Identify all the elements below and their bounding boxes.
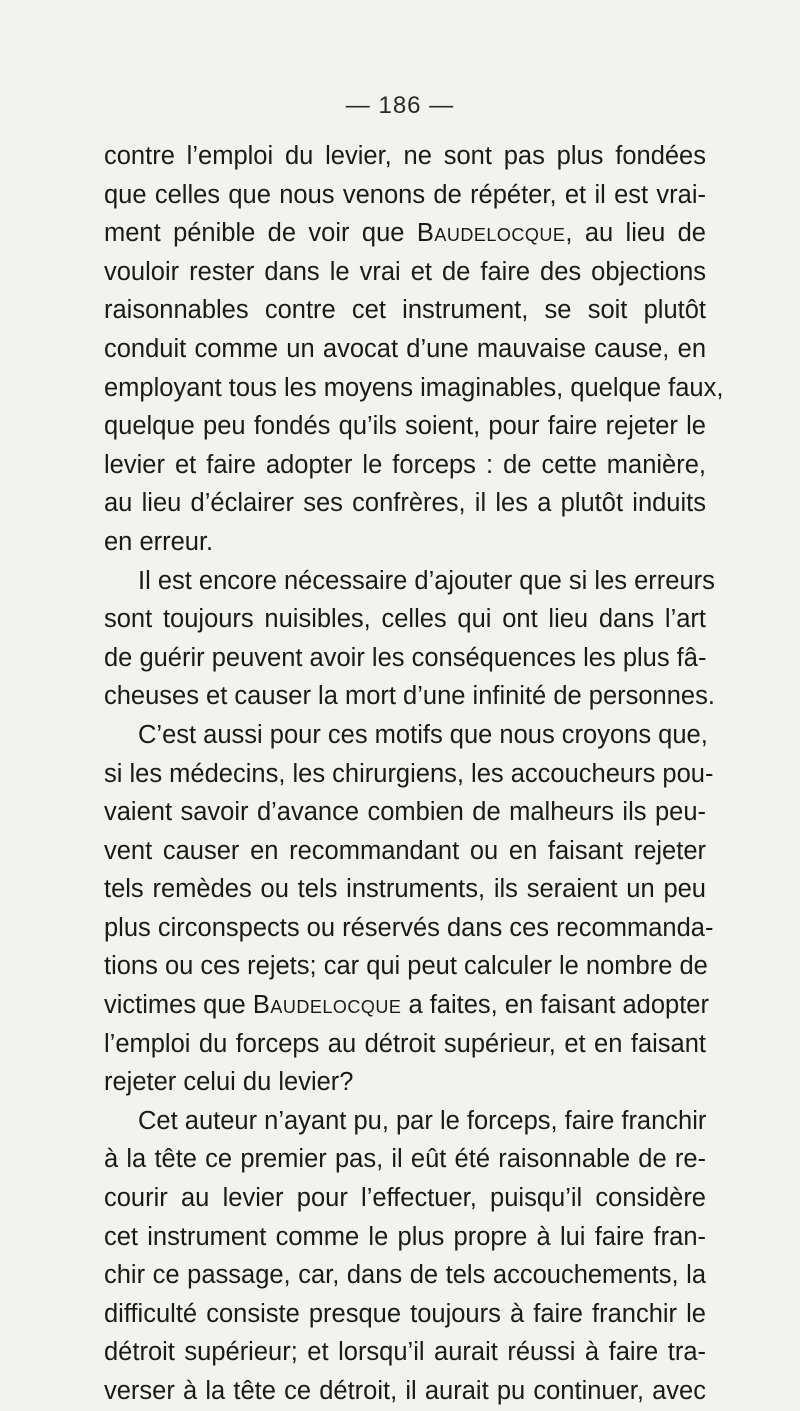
text-line-29: cet instrument comme le plus propre à lui faire fran-	[104, 1222, 706, 1251]
text-line-8: quelque peu fondés qu’ils soient, pour faire rejeter le	[104, 412, 706, 441]
text-line-3-start: ment pénible de voir que	[104, 219, 417, 248]
author-name-baudelocque: Baudelocque	[416, 219, 566, 248]
text-line-25: rejeter celui du levier?	[104, 1068, 354, 1097]
text-line-27: à la tête ce premier pas, il eût été raisonnable de re-	[104, 1145, 706, 1174]
text-line-19: vent causer en recommandant ou en faisant rejeter	[104, 836, 706, 865]
body-text	[104, 137, 724, 1411]
text-line-17: si les médecins, les chirurgiens, les accoucheurs pou-	[104, 759, 714, 788]
text-line-18: vaient savoir d’avance combien de malheurs ils peu-	[104, 798, 706, 827]
text-line-32: détroit supérieur; et lorsqu’il aurait réussi à faire tra-	[104, 1338, 706, 1367]
text-line-26: Cet auteur n’ayant pu, par le forceps, faire franchir	[138, 1106, 707, 1135]
text-line-21: plus circonspects ou réservés dans ces recommanda-	[104, 913, 714, 942]
author-name-baudelocque-2: Baudelocque	[252, 991, 402, 1020]
text-line-30: chir ce passage, car, dans de tels accouchements, la	[104, 1261, 706, 1290]
text-line-20: tels remèdes ou tels instruments, ils seraient un peu	[104, 875, 706, 904]
text-line-12: Il est encore nécessaire d’ajouter que si les erreurs	[138, 566, 715, 595]
text-line-23-end: a faites, en faisant adopter	[401, 991, 709, 1020]
text-line-23	[104, 986, 709, 1025]
text-line-6: conduit comme un avocat d’une mauvaise cause, en	[104, 334, 706, 363]
text-line-14: de guérir peuvent avoir les conséquences les plus fâ-	[104, 643, 707, 672]
text-line-16: C’est aussi pour ces motifs que nous croyons que,	[138, 720, 708, 749]
text-line-3	[104, 214, 706, 253]
text-line-33: verser à la tête ce détroit, il aurait pu continuer, avec	[104, 1377, 706, 1405]
text-line-1: contre l’emploi du levier, ne sont pas plus fondées	[104, 142, 706, 170]
text-line-13: sont toujours nuisibles, celles qui ont lieu dans l’art	[104, 605, 706, 634]
text-line-24: l’emploi du forceps au détroit supérieur, et en faisant	[104, 1029, 706, 1058]
text-line-10: au lieu d’éclairer ses confrères, il les a plutôt induits	[104, 489, 706, 518]
text-line-3-end: , au lieu de	[565, 219, 706, 248]
text-line-15: cheuses et causer la mort d’une infinité de personnes.	[104, 682, 715, 711]
text-line-22: tions ou ces rejets; car qui peut calculer le nombre de	[104, 952, 708, 981]
text-line-9: levier et faire adopter le forceps : de cette manière,	[104, 450, 706, 479]
text-line-7: employant tous les moyens imaginables, quelque faux,	[104, 373, 724, 402]
text-line-31: difficulté consiste presque toujours à faire franchir le	[104, 1299, 706, 1328]
text-line-4: vouloir rester dans le vrai et de faire des objections	[104, 257, 706, 286]
page-number: — 186 —	[345, 92, 455, 119]
text-line-5: raisonnables contre cet instrument, se soit plutôt	[104, 296, 706, 325]
text-line-23-start: victimes que	[104, 991, 253, 1020]
text-line-28: courir au levier pour l’effectuer, puisqu’il considère	[104, 1184, 706, 1213]
text-line-2: que celles que nous venons de répéter, et il est vrai-	[104, 180, 706, 209]
text-line-11: en erreur.	[104, 527, 214, 556]
